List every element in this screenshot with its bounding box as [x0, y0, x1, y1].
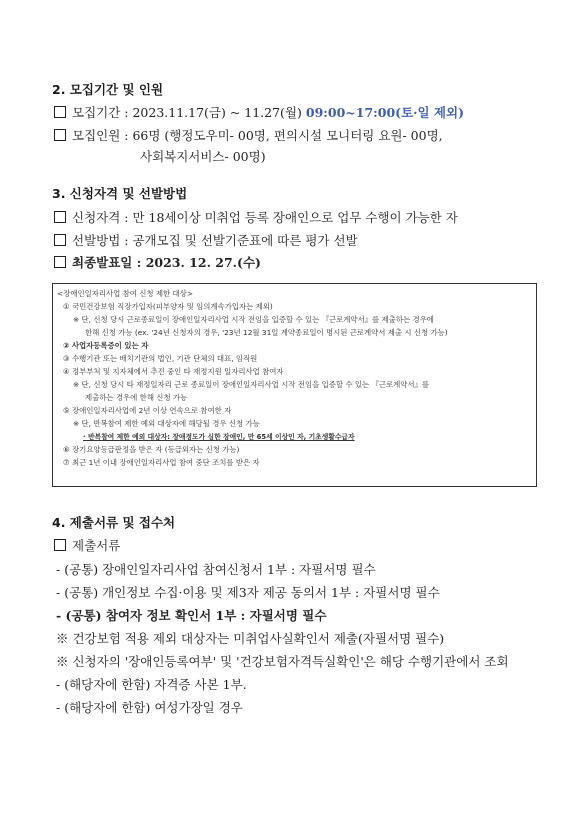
- restriction-note: ※ 단, 반복참여 제한 예외 대상자에 해당될 경우 신청 가능: [73, 419, 260, 428]
- document-item: - (공통) 참여자 정보 확인서 1부 : 자필서명 필수: [56, 608, 327, 623]
- documents-label: 제출서류: [54, 536, 120, 554]
- restriction-item: ⑦ 최근 1년 이내 장애인일자리사업 참여 중단 조치를 받은 자: [63, 458, 260, 467]
- restriction-box: [52, 283, 537, 487]
- recruit-people: 모집인원 : 66명 (행정도우미- 00명, 편의시설 모니터링 요원- 00명,: [54, 126, 443, 144]
- checkbox-icon: [54, 234, 66, 246]
- document-note: ※ 신청자의 '장애인등록여부' 및 '건강보험자격득실확인'은 해당 수행기관에서 조회: [56, 654, 509, 669]
- restriction-exception: · 반복참여 제한 예외 대상자: 장애정도가 심한 장애인, 만 65세 이상인 자, 기초생활수급자: [83, 433, 355, 441]
- restriction-note: ※ 단, 신청 당시 타 재정일자리 근로 종료일이 장애인일자리사업 시작 전임을 입증할 수 있는 『근로계약서』를: [73, 380, 430, 389]
- recruit-time: 09:00~17:00(토·일 제외): [305, 105, 464, 120]
- restriction-note: 제출하는 경우에 한해 신청 가능: [85, 393, 188, 402]
- restriction-item: ② 사업자등록증이 있는 자: [63, 341, 149, 350]
- qualification: 신청자격 : 만 18세이상 미취업 등록 장애인으로 업무 수행이 가능한 자: [54, 208, 458, 226]
- restriction-item: ⑤ 장애인일자리사업에 2년 이상 연속으로 참여한 자: [63, 406, 232, 415]
- checkbox-icon: [54, 106, 66, 118]
- document-item: - (해당자에 한함) 자격증 사본 1부.: [56, 677, 247, 692]
- checkbox-icon: [54, 211, 66, 223]
- restriction-note: 한해 신청 가능 (ex. '24년 신청자의 경우, '23년 12월 31일 계약종료일이 명시된 근로계약서 제출 시 신청 가능): [85, 328, 448, 337]
- document-item: - (공통) 개인정보 수집·이용 및 제3자 제공 동의서 1부 : 자필서명 필수: [56, 585, 440, 600]
- recruit-people-cont: 사회복지서비스- 00명): [140, 149, 266, 164]
- section2-title: 2. 모집기간 및 인원: [52, 82, 164, 97]
- document-item: - (해당자에 한함) 여성가장일 경우: [56, 700, 243, 715]
- section4-title: 4. 제출서류 및 접수처: [52, 515, 176, 530]
- checkbox-icon: [54, 129, 66, 141]
- document-item: - (공통) 장애인일자리사업 참여신청서 1부 : 자필서명 필수: [56, 562, 376, 577]
- document-note: ※ 건강보험 적용 제외 대상자는 미취업사실확인서 제출(자필서명 필수): [56, 631, 445, 646]
- restriction-item: ④ 정부부처 및 지자체에서 추진 중인 타 재정지원 일자리사업 참여자: [63, 367, 284, 376]
- restriction-item: ③ 수행기관 또는 배치기관의 법인, 기관 단체의 대표, 임직원: [63, 354, 258, 363]
- recruit-period: 모집기간 : 2023.11.17(금) ~ 11.27(월) 09:00~17:00(토·일 제외): [54, 103, 464, 121]
- final-announcement: 최종발표일 : 2023. 12. 27.(수): [54, 253, 261, 271]
- checkbox-icon: [54, 256, 66, 268]
- restriction-item: ⑥ 장기요양등급판정을 받은 자 (등급외자는 신청 가능): [63, 445, 240, 454]
- restriction-header: <장애인일자리사업 참여 신청 제한 대상>: [57, 289, 194, 298]
- checkbox-icon: [54, 539, 66, 551]
- restriction-item: ① 국민건강보험 직장가입자(피부양자 및 임의계속가입자는 제외): [63, 302, 273, 311]
- restriction-note: ※ 단, 신청 당시 근로종료일이 장애인일자리사업 시작 전임을 입증할 수 있는 『근로계약서』를 제출하는 경우에: [73, 315, 434, 324]
- selection-method: 선발방법 : 공개모집 및 선발기준표에 따른 평가 선발: [54, 231, 358, 249]
- section3-title: 3. 신청자격 및 선발방법: [52, 186, 188, 201]
